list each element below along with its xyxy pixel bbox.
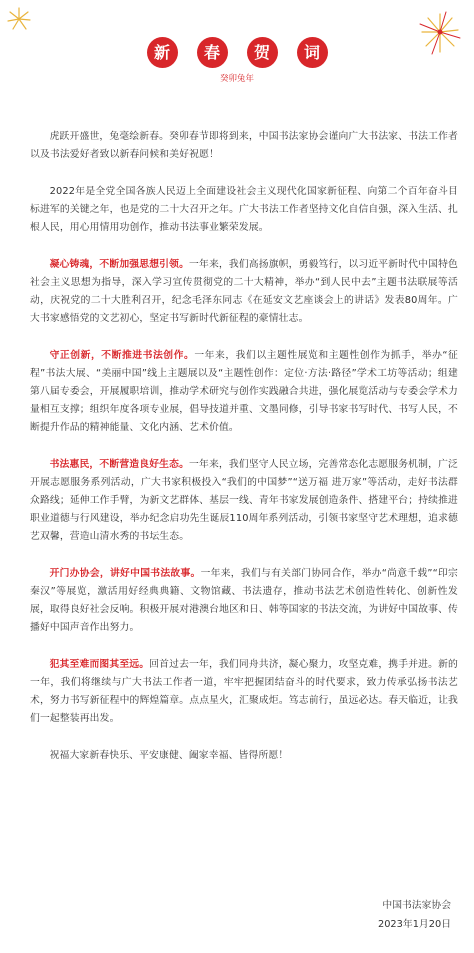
subtitle: 癸卯兔年 — [219, 74, 254, 84]
paragraph-creation — [30, 347, 458, 437]
signature — [378, 896, 451, 934]
letter-body — [30, 128, 458, 765]
page-title — [0, 37, 474, 68]
paragraph-text: 一年来，我们高扬旗帜，勇毅笃行，以习近平新时代中国特色社会主义思想为指导，深入学习宣传贯彻党的二十大精神，举办“到人民中去”主题书法联展等活动，庆祝党的二十大胜利召开，纪念毛泽东同志《在延安文艺座谈会上的讲话》发表80周年。广大书家感悟党的文艺初心，坚定书写新时代新征程的豪情壮志。 — [30, 259, 458, 324]
paragraph-lead: 守正创新，不断推进书法创作。 — [49, 350, 195, 361]
paragraph-lead: 犯其至难而图其至远。 — [49, 659, 150, 670]
firework-icon — [6, 6, 32, 32]
paragraph-lead: 凝心铸魂，不断加强思想引领。 — [49, 259, 190, 270]
paragraph-lead: 书法惠民，不断营造良好生态。 — [49, 459, 190, 470]
paragraph-text: 一年来，我们以主题性展览和主题性创作为抓手，举办“征程”书法大展、“美丽中国”线上主题展以及“主题性创作：定位·方法·路径”学术工坊等活动；组建第八届专委会，开展履职培训，推动学术研究与创作实践融合共进，强化展览活动与专委会学术力量相互支撑；组织年度各项专业展，倡导技道并重、文墨同修，引导书家书写时代、书写人民，不断提升作品的精神能量、文化内涵、艺术价值。 — [30, 350, 458, 433]
paragraph-text: 回首过去一年，我们同舟共济，凝心聚力，攻坚克难，携手并进。新的一年，我们将继续与广大书法工作者一道，牢牢把握团结奋斗的时代要求，致力传承弘扬书法艺术，努力书写新征程中的辉煌篇章。点点星火，汇聚成炬。笃志前行，虽远必达。春天临近，让我们一起整装再出发。 — [30, 659, 459, 724]
paragraph-greeting: 祝福大家新春快乐、平安康健、阖家幸福、皆得所愿！ — [49, 750, 289, 761]
signature-org: 中国书法家协会 — [382, 900, 451, 911]
paragraph-text: 一年来，我们坚守人民立场，完善常态化志愿服务机制，广泛开展志愿服务系列活动，广大书家积极投入“我们的中国梦”“送万福 进万家”等活动，走好书法群众路线；延伸工作手臂，为新文艺群体、基层一线、青年书家发展创造条件、搭建平台；持续推进职业道德与行风建设，举办纪念启功先生诞辰110周年系列活动，引领书家坚守艺术理想，追求德艺双馨，营造山清水秀的书坛生态。 — [30, 459, 458, 542]
paragraph-open-association — [30, 565, 458, 637]
signature-date: 2023年1月20日 — [377, 919, 451, 930]
paragraph-text: 一年来，我们与有关部门协同合作，举办“尚意千载”“印宗秦汉”等展览，激活用好经典典籍、文物馆藏、书法遗存，推动书法艺术创造性转化、创新性发展，取得良好社会反响。积极开展对港澳台地区和日、韩等国家的书法交流，为讲好中国故事、传播好中国声音作出努力。 — [30, 568, 459, 633]
title-char: 贺 — [247, 37, 278, 68]
paragraph-public-service — [30, 456, 458, 546]
paragraph-thought-guidance — [30, 256, 458, 328]
header — [0, 0, 474, 100]
title-char: 新 — [147, 37, 178, 68]
title-char: 春 — [197, 37, 228, 68]
paragraph-lead: 开门办协会，讲好中国书法故事。 — [49, 568, 201, 579]
title-char: 词 — [297, 37, 328, 68]
paragraph-intro: 虎跃开盛世，兔毫绘新春。癸卯春节即将到来，中国书法家协会谨向广大书法家、书法工作者以及书法爱好者致以新春问候和美好祝愿！ — [30, 131, 458, 160]
paragraph-overview: 2022年是全党全国各族人民迈上全面建设社会主义现代化国家新征程、向第二个百年奋斗目标进军的关键之年，也是党的二十大召开之年。广大书法工作者坚持文化自信自强，深入生活、扎根人民，用心用情用功创作，推动书法事业繁荣发展。 — [30, 186, 458, 233]
paragraph-outlook — [30, 656, 458, 728]
